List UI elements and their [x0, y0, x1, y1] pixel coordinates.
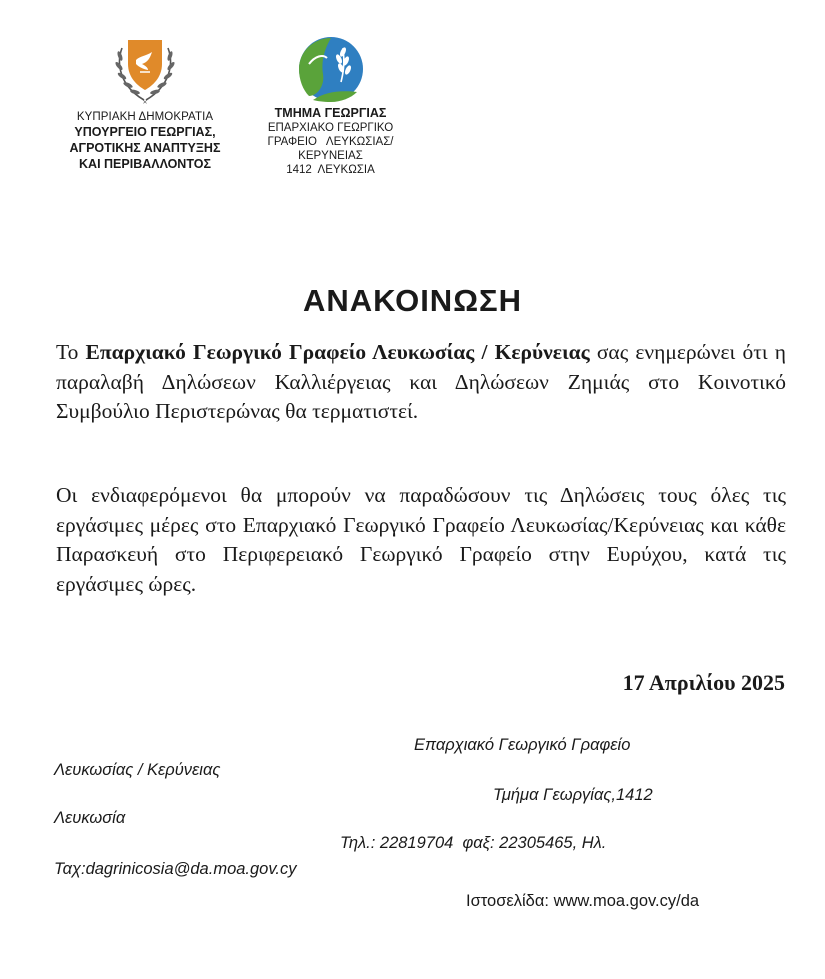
department-of-agriculture-logo-icon	[295, 34, 367, 104]
paragraph-1-office-name: Επαρχιακό Γεωργικό Γραφείο Λευκωσίας / Κερύνειας	[85, 340, 590, 364]
svg-text:✕: ✕	[142, 100, 148, 106]
ministry-name-line-3: ΚΑΙ ΠΕΡΙΒΑΛΛΟΝΤΟΣ	[79, 157, 211, 171]
ministry-name-line-1: ΥΠΟΥΡΓΕΙΟ ΓΕΩΡΓΙΑΣ,	[74, 125, 216, 139]
footer-city-line: Λευκωσία	[54, 809, 126, 827]
footer-website-line[interactable]: Ιστοσελίδα: www.moa.gov.cy/da	[466, 892, 700, 910]
department-header	[248, 34, 413, 177]
paragraph-1-body: σας ενημερώνει ότι η παραλαβή Δηλώσεων Καλλιέργειας και Δηλώσεων Ζημιάς στο Κοινοτικό Συμβούλιο Περιστερώνας θα τερματιστεί.	[56, 340, 786, 423]
footer-email-line[interactable]: Ταχ:dagrinicosia@da.moa.gov.cy	[54, 860, 297, 878]
announcement-paragraph-2: Οι ενδιαφερόμενοι θα μπορούν να παραδώσουν τις Δηλώσεις τους όλες τις εργάσιμες μέρες στο Επαρχιακό Γεωργικό Γραφείο Λευκωσίας/Κερύνειας και κάθε Παρασκευή στο Περιφερειακό Γεωργικό Γραφείο στην Ευρύχου, κατά τις εργάσιμες ώρες.	[56, 483, 786, 596]
department-line-2: ΓΡΑΦΕΙΟ ΛΕΥΚΩΣΙΑΣ/	[267, 136, 394, 148]
announcement-heading: ΑΝΑΚΟΙΝΩΣΗ	[302, 283, 523, 318]
ministry-name-line-2: ΑΓΡΟΤΙΚΗΣ ΑΝΑΠΤΥΞΗΣ	[69, 141, 221, 155]
ministry-republic-label: ΚΥΠΡΙΑΚΗ ΔΗΜΟΚΡΑΤΙΑ	[76, 111, 214, 123]
department-line-3: ΚΕΡΥΝΕΙΑΣ	[298, 150, 363, 162]
footer-department-line: Τμήμα Γεωργίας,1412	[493, 786, 653, 804]
department-title: ΤΜΗΜΑ ΓΕΩΡΓΙΑΣ	[274, 106, 387, 120]
announcement-date: 17 Απριλίου 2025	[622, 670, 785, 695]
cyprus-coat-of-arms-icon	[108, 34, 182, 108]
paragraph-1-prefix: Το	[56, 340, 86, 364]
footer-district-line: Λευκωσίας / Κερύνειας	[54, 761, 221, 779]
department-line-1: ΕΠΑΡΧΙΑΚΟ ΓΕΩΡΓΙΚΟ	[267, 122, 394, 134]
footer-office-line: Επαρχιακό Γεωργικό Γραφείο	[414, 736, 631, 754]
announcement-paragraph-1	[56, 338, 786, 427]
ministry-header	[50, 34, 240, 172]
department-line-4: 1412 ΛΕΥΚΩΣΙΑ	[286, 164, 375, 176]
footer-phone-fax-line: Τηλ.: 22819704 φαξ: 22305465, Ηλ.	[340, 834, 607, 852]
